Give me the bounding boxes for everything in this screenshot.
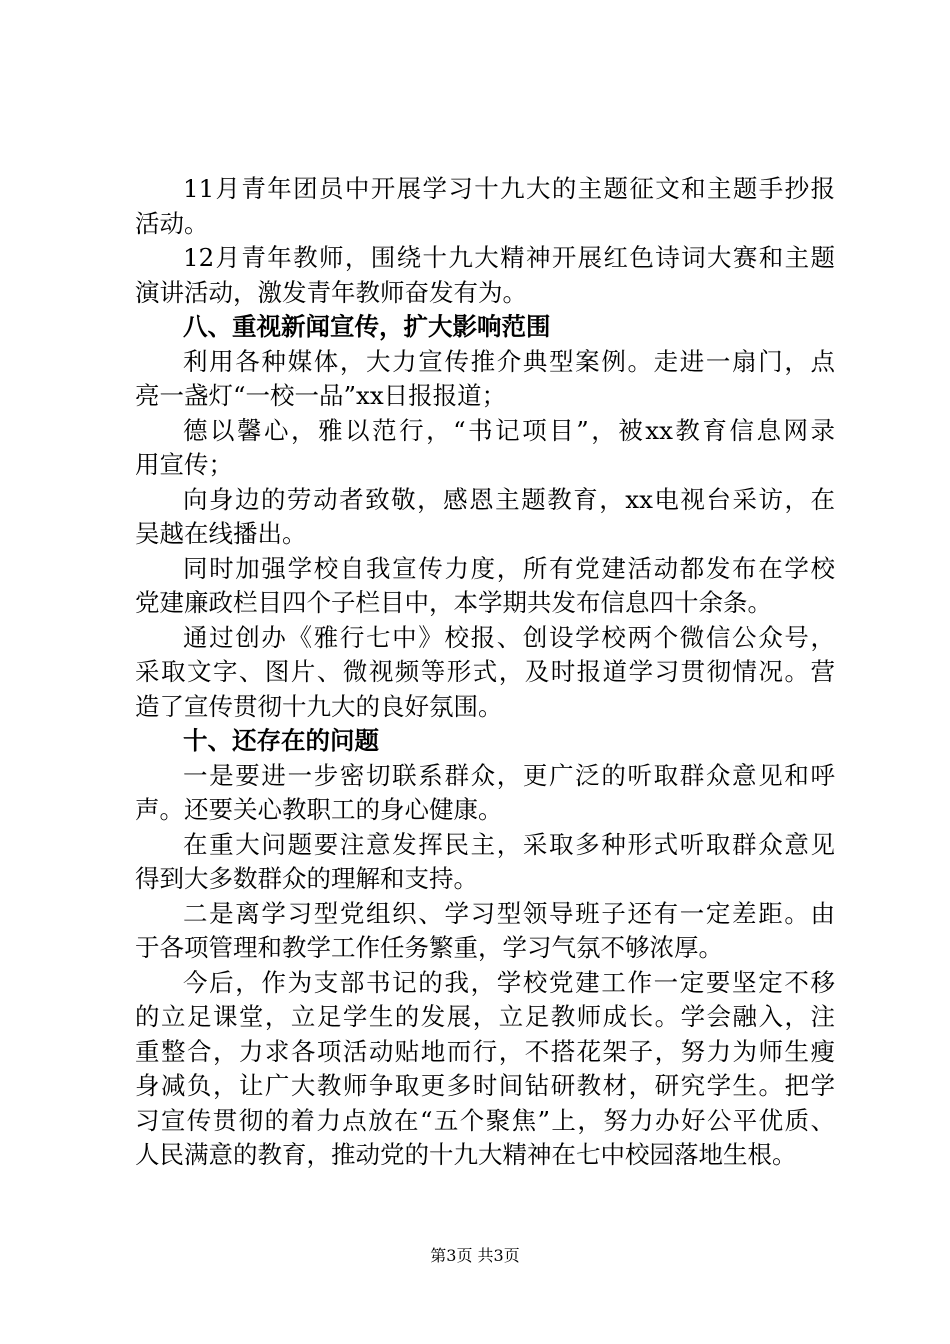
page-footer: 第3页 共3页 [430, 1246, 520, 1265]
paragraph-line: 身减负，让广大教师争取更多时间钻研教材，研究学生。把学 [135, 1071, 835, 1100]
paragraph-line: 于各项管理和教学工作任务繁重，学习气氛不够浓厚。 [135, 933, 723, 962]
paragraph-line: 重整合，力求各项活动贴地而行，不搭花架子，努力为师生瘦 [135, 1036, 835, 1066]
document-body [135, 172, 835, 1173]
section-heading-line: 十、还存在的问题 [183, 726, 379, 755]
paragraph-line: 习宣传贯彻的着力点放在“五个聚焦”上，努力办好公平优质、 [135, 1105, 835, 1135]
paragraph-line: 一是要进一步密切联系群众，更广泛的听取群众意见和呼 [183, 760, 835, 790]
paragraph-line: 11月青年团员中开展学习十九大的主题征文和主题手抄报 [183, 174, 835, 203]
paragraph-line: 利用各种媒体，大力宣传推介典型案例。走进一扇门，点 [183, 346, 835, 376]
paragraph-line: 亮一盏灯“一校一品”xx日报报道； [135, 381, 507, 410]
paragraph-line: 声。还要关心教职工的身心健康。 [135, 795, 503, 824]
paragraph-line: 的立足课堂，立足学生的发展，立足教师成长。学会融入，注 [135, 1002, 835, 1031]
paragraph-line: 通过创办《雅行七中》校报、创设学校两个微信公众号， [183, 622, 835, 652]
paragraph-line: 在重大问题要注意发挥民主，采取多种形式听取群众意见 [183, 829, 835, 859]
paragraph-line: 德以馨心，雅以范行，“书记项目”，被xx教育信息网录 [183, 415, 835, 445]
paragraph-line: 二是离学习型党组织、学习型领导班子还有一定差距。由 [183, 898, 835, 928]
paragraph-line: 用宣传； [135, 450, 233, 479]
paragraph-line: 吴越在线播出。 [135, 519, 307, 548]
paragraph-line: 向身边的劳动者致敬，感恩主题教育，xx电视台采访，在 [183, 484, 835, 514]
paragraph-line: 采取文字、图片、微视频等形式，及时报道学习贯彻情况。营 [135, 657, 835, 686]
paragraph-line: 今后，作为支部书记的我，学校党建工作一定要坚定不移 [183, 967, 835, 997]
paragraph-line: 活动。 [135, 208, 209, 238]
paragraph-line: 得到大多数群众的理解和支持。 [135, 864, 478, 893]
paragraph-line: 党建廉政栏目四个子栏目中，本学期共发布信息四十余条。 [135, 588, 772, 617]
paragraph-line: 造了宣传贯彻十九大的良好氛围。 [135, 691, 503, 721]
paragraph-line: 同时加强学校自我宣传力度，所有党建活动都发布在学校 [183, 553, 835, 583]
paragraph-line: 演讲活动，激发青年教师奋发有为。 [135, 277, 527, 307]
paragraph-line: 12月青年教师，围绕十九大精神开展红色诗词大赛和主题 [183, 243, 835, 272]
section-heading-line: 八、重视新闻宣传，扩大影响范围 [183, 312, 551, 341]
paragraph-line: 人民满意的教育，推动党的十九大精神在七中校园落地生根。 [135, 1140, 797, 1169]
